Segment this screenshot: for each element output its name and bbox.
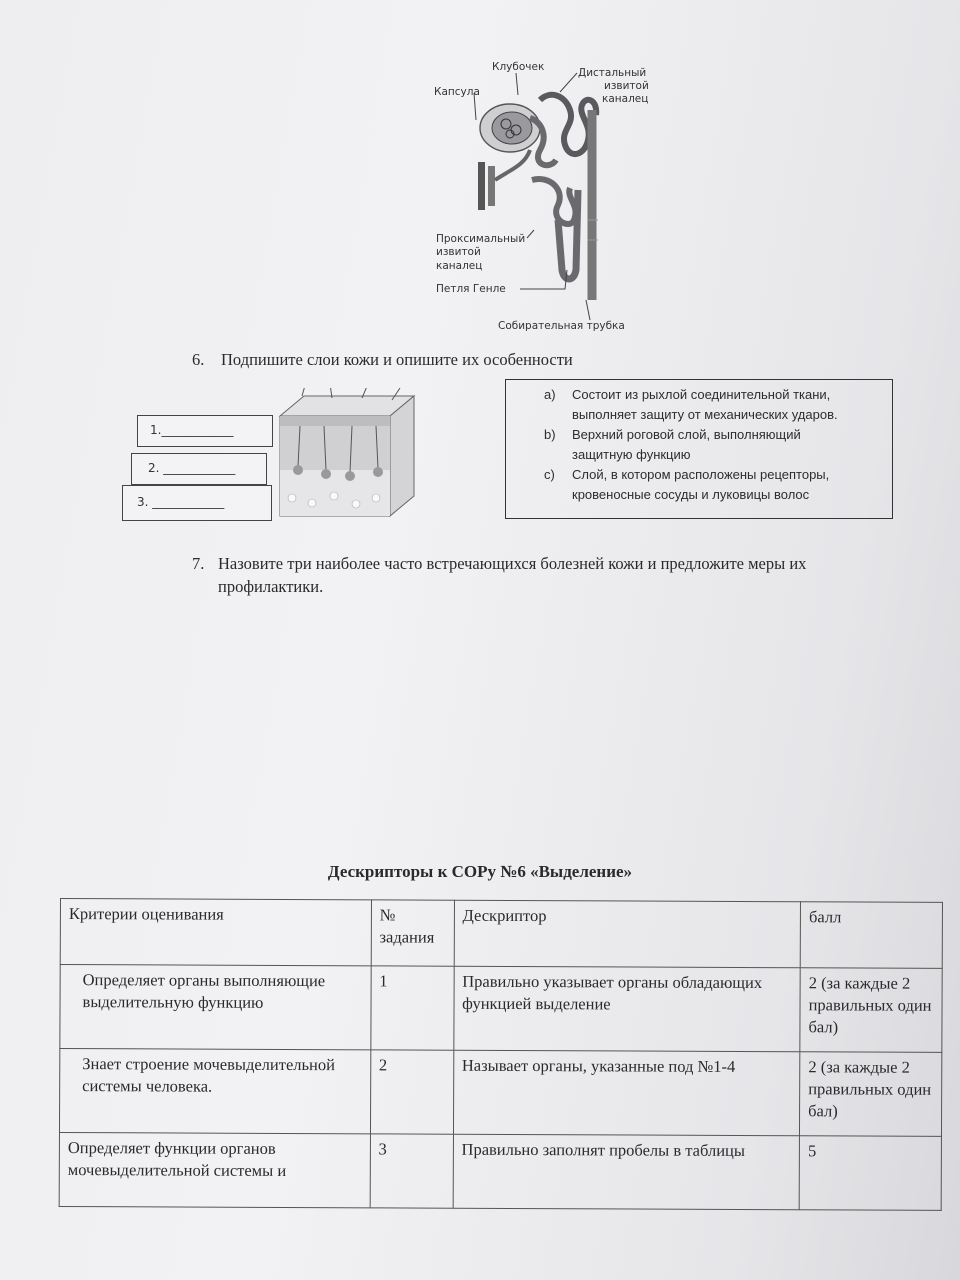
descriptor-cell: Правильно заполнят пробелы в таблицы <box>453 1134 800 1210</box>
skin-layer-blank-3[interactable] <box>122 485 272 521</box>
label-capsule: Капсула <box>434 86 480 98</box>
question-6-number: 6. <box>192 350 205 369</box>
label-proximal-1: Проксимальный <box>436 233 526 245</box>
table-row <box>59 1049 941 1137</box>
table-header-row <box>60 899 942 969</box>
blank-3-text: 3. ____________ <box>137 495 225 509</box>
label-collecting-duct: Собирательная трубка <box>498 320 625 332</box>
criterion-cell: Определяет органы выполняющие выделительную функцию <box>60 965 371 1050</box>
task-number-cell: 1 <box>371 966 454 1050</box>
descriptors-table <box>59 898 943 1211</box>
description-a-marker: a) <box>544 387 556 402</box>
skin-cross-section-image <box>272 388 422 524</box>
description-c-line2: кровеносные сосуды и луковицы волос <box>572 487 810 502</box>
description-c <box>506 465 892 505</box>
table-row <box>60 965 942 1053</box>
question-7-line2: профилактики. <box>218 577 324 596</box>
label-distal-2: извитой <box>604 80 649 92</box>
score-cell: 2 (за каждые 2 правильных один бал) <box>800 968 942 1053</box>
criterion-cell: Определяет функции органов мочевыделительной системы и <box>59 1133 370 1208</box>
criterion-cell: Знает строение мочевыделительной системы человека. <box>59 1049 370 1134</box>
header-task-number: № задания <box>371 900 454 966</box>
description-b-line1: Верхний роговой слой, выполняющий <box>572 427 801 442</box>
description-c-marker: c) <box>544 467 555 482</box>
label-proximal-3: каналец <box>436 260 483 272</box>
description-b-marker: b) <box>544 427 556 442</box>
description-c-line1: Слой, в котором расположены рецепторы, <box>572 467 830 482</box>
skin-layer-blank-1[interactable] <box>137 415 273 447</box>
question-6-text: Подпишите слои кожи и опишите их особенности <box>221 350 573 369</box>
label-distal-1: Дистальный <box>578 67 647 79</box>
description-b <box>506 425 892 465</box>
task-number-cell: 3 <box>370 1134 453 1208</box>
question-7-line1: Назовите три наиболее часто встречающихся болезней кожи и предложите меры их <box>218 554 807 573</box>
descriptors-title: Дескрипторы к СОРу №6 «Выделение» <box>327 862 633 881</box>
label-glomerulus: Клубочек <box>492 61 545 73</box>
score-cell: 5 <box>799 1136 941 1211</box>
descriptor-cell: Правильно указывает органы обладающих функцией выделение <box>453 966 800 1052</box>
blank-2-text: 2. ____________ <box>148 461 236 475</box>
label-proximal-2: извитой <box>436 246 481 258</box>
header-score: балл <box>800 902 942 969</box>
score-cell: 2 (за каждые 2 правильных один бал) <box>800 1052 942 1137</box>
descriptor-cell: Называет органы, указанные под №1-4 <box>453 1050 800 1136</box>
nephron-leader-lines <box>0 0 960 340</box>
description-b-line2: защитную функцию <box>572 447 691 462</box>
task-number-cell: 2 <box>370 1050 453 1134</box>
blank-1-text: 1.____________ <box>150 423 234 437</box>
header-descriptor: Дескриптор <box>454 900 801 968</box>
description-a-line1: Состоит из рыхлой соединительной ткани, <box>572 387 831 402</box>
description-a <box>506 385 892 425</box>
question-7-number: 7. <box>192 554 205 573</box>
skin-layer-descriptions <box>505 379 893 519</box>
skin-layer-blank-2[interactable] <box>131 453 267 485</box>
label-loop-henle: Петля Генле <box>436 283 506 295</box>
description-a-line2: выполняет защиту от механических ударов. <box>572 407 838 422</box>
header-criteria: Критерии оценивания <box>60 899 371 966</box>
table-row <box>59 1133 941 1211</box>
label-distal-3: каналец <box>602 93 649 105</box>
